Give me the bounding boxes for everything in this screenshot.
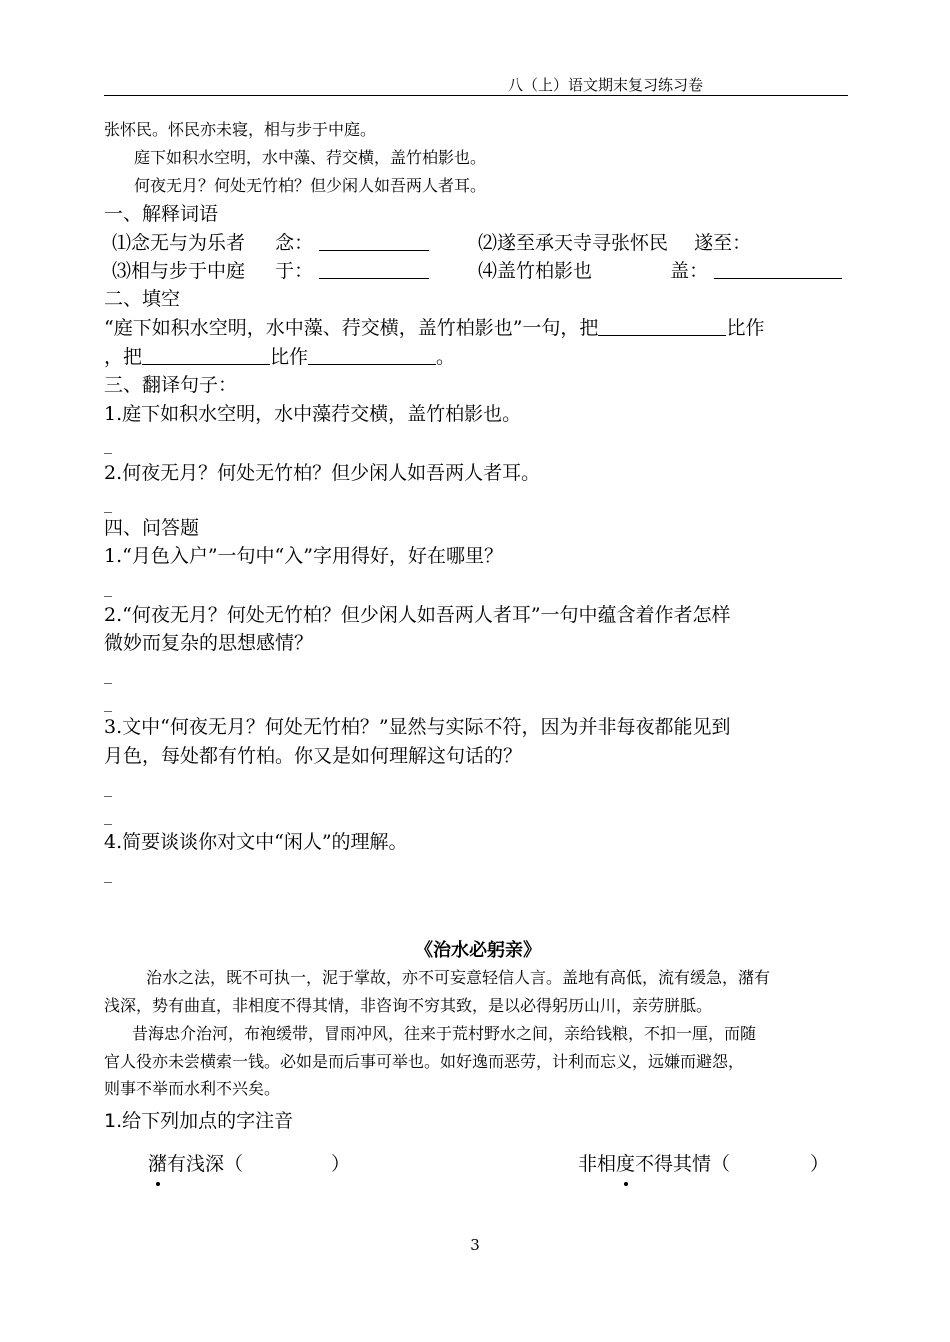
- question-number: 1.: [104, 1110, 123, 1132]
- fill-line-1: [104, 315, 764, 341]
- fill-text-2c: 。: [436, 346, 456, 368]
- pinyin-item-text: 不得其情（: [635, 1153, 731, 1175]
- question-text: 给下列加点的字注音: [122, 1110, 294, 1132]
- vocab-answer-blank-3[interactable]: [319, 260, 429, 279]
- fill-text-2a: ，把: [104, 346, 143, 368]
- reading-p2-line2: 官人役亦未尝横索一钱。必如是而后事可举也。如好逸而恶劳，计利而忘义，远嫌而避怨，: [104, 1052, 745, 1071]
- page-number: 3: [470, 1236, 480, 1254]
- vocab-key-3: 于：: [275, 260, 314, 282]
- vocab-key-4: 盖：: [670, 260, 709, 282]
- fill-text-2b: 比作: [270, 346, 309, 368]
- reading-title: 《治水必躬亲》: [415, 940, 541, 961]
- reading-p1-line2: 浅深，势有曲直，非相度不得其情，非咨询不穷其致，是以必得躬历山川，亲劳胼胝。: [104, 996, 713, 1015]
- vocab-key-1: 念：: [275, 232, 314, 254]
- reading-p2-line3: 则事不举而水利不兴矣。: [104, 1079, 281, 1098]
- fill-blank-2[interactable]: [142, 346, 270, 365]
- answer-line-mark[interactable]: _: [104, 778, 112, 797]
- reading-p2-line1: 昔海忠介治河，布袍缓带，冒雨冲风，往来于荒村野水之间，亲给钱粮，不扣一厘，而随: [132, 1024, 757, 1043]
- answer-line-mark[interactable]: _: [104, 806, 112, 825]
- vocab-answer-blank-1[interactable]: [319, 232, 429, 251]
- vocab-item-3: [112, 258, 429, 284]
- fill-blank-3[interactable]: [308, 346, 436, 365]
- pinyin-item-close: ）: [331, 1153, 351, 1175]
- translate-question-2: 2.何夜无月？何处无竹柏？但少闲人如吾两人者耳。: [104, 462, 541, 484]
- fill-blank-1[interactable]: [598, 317, 726, 336]
- passage-line-2: 庭下如积水空明，水中藻、荇交横，盖竹柏影也。: [134, 148, 487, 167]
- translate-question-1: 1.庭下如积水空明，水中藻荇交横，盖竹柏影也。: [104, 403, 522, 425]
- answer-line-mark[interactable]: _: [104, 435, 112, 454]
- vocab-answer-blank-4[interactable]: [714, 260, 842, 279]
- answer-line-mark[interactable]: _: [104, 578, 112, 597]
- qa-question-2a: 2.“何夜无月？何处无竹柏？但少闲人如吾两人者耳”一句中蕴含着作者怎样: [104, 604, 731, 626]
- reading-question-1: [104, 1108, 293, 1134]
- vocab-key-2: 遂至：: [694, 232, 752, 254]
- answer-line-mark[interactable]: _: [104, 864, 112, 883]
- passage-line-1: 张怀民。怀民亦未寝，相与步于中庭。: [104, 120, 377, 139]
- fill-text-1a: “庭下如积水空明，水中藻、荇交横，盖竹柏影也”一句，把: [104, 317, 599, 339]
- vocab-question-1: ⑴念无与为乐者: [112, 232, 246, 254]
- vocab-item-4: [478, 258, 842, 284]
- passage-line-3: 何夜无月？何处无竹柏？但少闲人如吾两人者耳。: [134, 176, 487, 195]
- section4-heading: 四、问答题: [104, 517, 200, 539]
- qa-question-4: 4.简要谈谈你对文中“闲人”的理解。: [104, 831, 408, 853]
- dotted-character: 潴: [148, 1153, 168, 1175]
- qa-question-2b: 微妙而复杂的思想感情？: [104, 632, 314, 654]
- pinyin-item-1: [148, 1151, 350, 1177]
- pinyin-item-2: [578, 1151, 829, 1177]
- vocab-item-2: [478, 230, 751, 256]
- fill-line-2: [104, 344, 455, 370]
- qa-question-3b: 月色，每处都有竹柏。你又是如何理解这句话的？: [104, 745, 523, 767]
- vocab-question-4: ⑷盖竹柏影也: [478, 260, 593, 282]
- qa-question-1: 1.“月色入户”一句中“入”字用得好，好在哪里？: [104, 545, 503, 567]
- vocab-item-1: [112, 230, 429, 256]
- dotted-character: 度: [616, 1153, 636, 1175]
- section1-heading: 一、解释词语: [104, 203, 219, 225]
- vocab-question-2: ⑵遂至承天寺寻张怀民: [478, 232, 669, 254]
- pinyin-item-text: 非相: [578, 1153, 617, 1175]
- section3-heading: 三、翻译句子：: [104, 374, 238, 396]
- answer-line-mark[interactable]: _: [104, 494, 112, 513]
- pinyin-item-close: ）: [810, 1153, 830, 1175]
- page-header: 八（上）语文期末复习练习卷: [104, 74, 848, 96]
- reading-p1-line1: 治水之法，既不可执一，泥于掌故，亦不可妄意轻信人言。盖地有高低，流有缓急，潴有: [146, 968, 771, 987]
- qa-question-3a: 3.文中“何夜无月？何处无竹柏？”显然与实际不符，因为并非每夜都能见到: [104, 716, 731, 738]
- vocab-question-3: ⑶相与步于中庭: [112, 260, 246, 282]
- answer-line-mark[interactable]: _: [104, 693, 112, 712]
- fill-text-1b: 比作: [726, 317, 765, 339]
- pinyin-item-text: 有浅深（: [167, 1153, 244, 1175]
- answer-line-mark[interactable]: _: [104, 665, 112, 684]
- section2-heading: 二、填空: [104, 288, 181, 310]
